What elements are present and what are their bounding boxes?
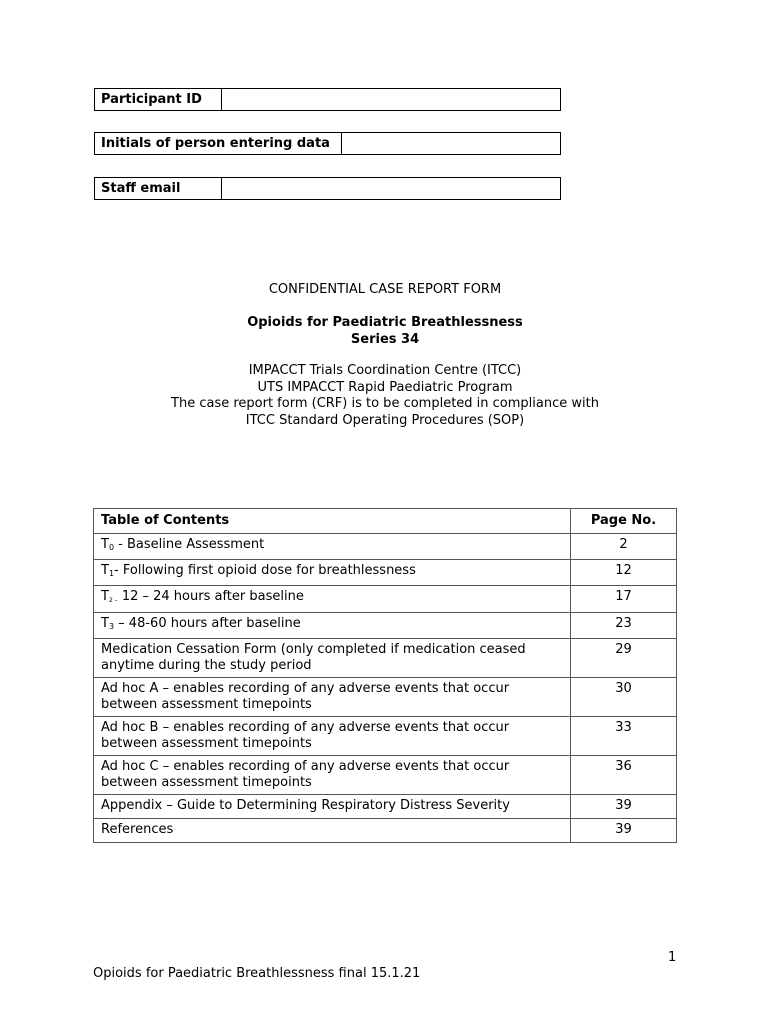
study-info-line4: ITCC Standard Operating Procedures (SOP) — [245, 412, 525, 428]
study-info-line2: UTS IMPACCT Rapid Paediatric Program — [257, 379, 513, 395]
toc-entry: $T_0$ - Baseline Assessment — [94, 534, 571, 560]
toc-entry: Ad hoc C – enables recording of any adverse events that occur between assessment timepoints — [94, 756, 571, 795]
study-title-line2: Series 34 — [350, 331, 420, 347]
toc-row[interactable] — [94, 678, 677, 717]
toc-row[interactable] — [94, 639, 677, 678]
toc-page: 39 — [571, 819, 677, 843]
staff-email-field — [94, 177, 561, 200]
page-number: 1 — [668, 950, 677, 965]
toc-entry: $T_{2 -}$ 12 – 24 hours after baseline — [94, 586, 571, 613]
toc-entry: Appendix – Guide to Determining Respiratory Distress Severity — [94, 795, 571, 819]
toc-row[interactable] — [94, 717, 677, 756]
toc-page: 17 — [571, 586, 677, 613]
study-title — [0, 315, 770, 348]
toc-page: 2 — [571, 534, 677, 560]
toc-title-header: Table of Contents — [94, 509, 571, 534]
toc-row[interactable] — [94, 756, 677, 795]
toc-page-header: Page No. — [571, 509, 677, 534]
initials-label: Initials of person entering data — [95, 133, 342, 154]
study-info-line1: IMPACCT Trials Coordination Centre (ITCC) — [248, 363, 522, 378]
confidential-heading — [0, 282, 770, 299]
participant-id-field — [94, 88, 561, 111]
toc-header-row — [94, 509, 677, 534]
toc-entry: Ad hoc A – enables recording of any adverse events that occur between assessment timepoints — [94, 678, 571, 717]
document-footer: Opioids for Paediatric Breathlessness final 15.1.21 — [93, 966, 421, 981]
toc-row[interactable] — [94, 586, 677, 613]
confidential-text: CONFIDENTIAL CASE REPORT FORM — [268, 282, 502, 297]
toc-page: 33 — [571, 717, 677, 756]
staff-email-label: Staff email — [95, 178, 222, 199]
toc-page: 30 — [571, 678, 677, 717]
table-of-contents — [93, 508, 677, 843]
toc-page: 39 — [571, 795, 677, 819]
toc-page: 29 — [571, 639, 677, 678]
study-info-line3: The case report form (CRF) is to be completed in compliance with — [171, 396, 599, 411]
toc-entry: References — [94, 819, 571, 843]
toc-entry: Ad hoc B – enables recording of any adverse events that occur between assessment timepoints — [94, 717, 571, 756]
toc-row[interactable] — [94, 560, 677, 586]
participant-id-input[interactable] — [222, 89, 560, 110]
toc-entry: Medication Cessation Form (only completed if medication ceased anytime during the study period — [94, 639, 571, 678]
toc-page: 23 — [571, 613, 677, 639]
toc-page: 36 — [571, 756, 677, 795]
toc-entry: $T_1-$ Following first opioid dose for breathlessness — [94, 560, 571, 586]
toc-row[interactable] — [94, 534, 677, 560]
initials-input[interactable] — [342, 133, 560, 154]
study-info — [0, 363, 770, 429]
staff-email-input[interactable] — [222, 178, 560, 199]
study-title-line1: Opioids for Paediatric Breathlessness — [247, 315, 523, 330]
toc-row[interactable] — [94, 613, 677, 639]
toc-row[interactable] — [94, 819, 677, 843]
initials-field — [94, 132, 561, 155]
toc-entry: $T_3 - 48-60$ hours after baseline — [94, 613, 571, 639]
toc-page: 12 — [571, 560, 677, 586]
participant-id-label: Participant ID — [95, 89, 222, 110]
toc-row[interactable] — [94, 795, 677, 819]
